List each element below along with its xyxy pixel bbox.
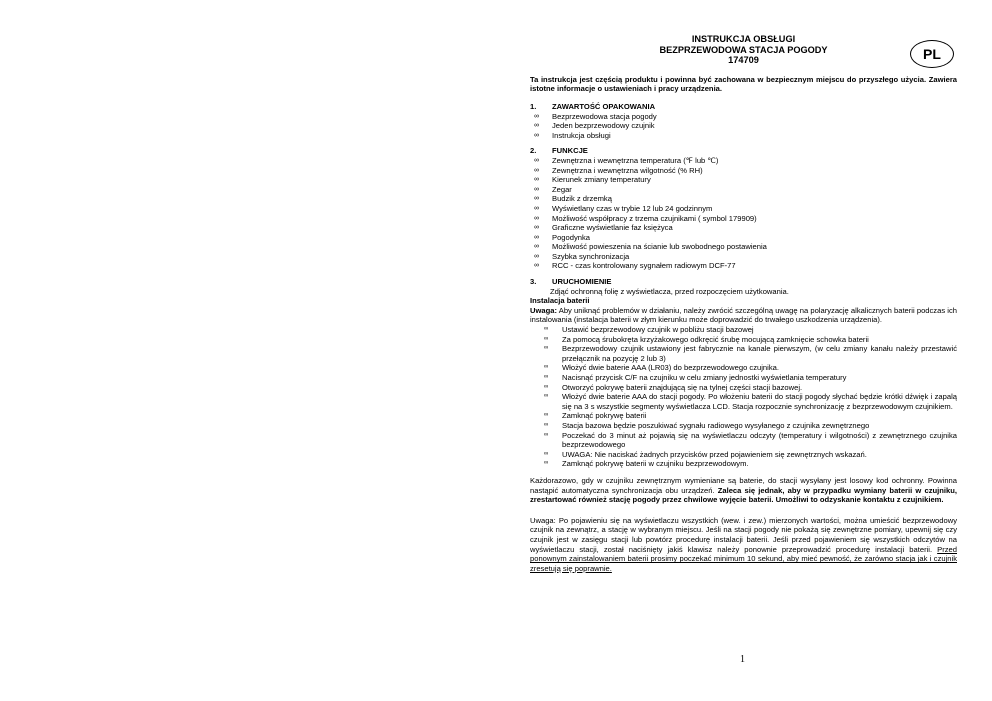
- bullet-icon: ∞: [534, 166, 539, 174]
- bullet-icon: ∞: [544, 460, 549, 467]
- section-2-heading: [530, 146, 957, 156]
- title-line-1: INSTRUKCJA OBSŁUGI: [691, 34, 796, 44]
- note-underlined-text: Przed ponownym zainstalowaniem baterii prosimy poczekać minimum 10 sekund, aby mieć pewność, że zarówno stacja jak i czujnik zresetują się poprawnie.: [530, 544, 957, 573]
- reset-text: Każdorazowo, gdy w czujniku zewnętrznym wymieniane są baterie, do stacji wysyłany jest losowy kod ochronny. Powinna nastąpić automatyczna synchronizacja obu urządzeń.: [530, 475, 957, 495]
- list-item: ∞ Zewnętrzna i wewnętrzna wilgotność (% RH): [534, 165, 703, 175]
- package-contents-list: [530, 112, 957, 141]
- language-badge: PL: [910, 40, 954, 68]
- reset-recommendation: Zaleca się jednak, aby w przypadku wymiany baterii w czujniku, zrestartować również stację pogody przez chwilowe wyjęcie baterii. Umożliwi to odzyskanie kontaktu z czujnikiem.: [530, 485, 957, 505]
- bullet-icon: ∞: [544, 374, 549, 380]
- bullet-icon: ∞: [544, 335, 549, 342]
- reset-paragraph: [530, 476, 957, 505]
- note-paragraph: [530, 516, 957, 574]
- note-text: Uwaga: Po pojawieniu się na wyświetlaczu wszystkich (wew. i zew.) mierzonych wartości, można umieścić bezprzewodowy czujnik na zewnątrz, a stację w wybranym miejscu. Jeśli na stacji pogody nie pokażą się zewnętrzne pomiary, upewnij się czy czujnik jest w zasięgu stacji lub powtórz procedurę instalacji baterii. Jeśli przed pojawieniem się wszystkich odczytów na wyświetlaczu stacji, został naciśnięty jakiś klawisz należy ponownie przeprowadzić procedurę instalacji baterii.: [530, 515, 957, 554]
- bullet-icon: ∞: [534, 195, 539, 203]
- section-2-number: 2.: [530, 146, 537, 156]
- bullet-icon: ∞: [544, 393, 549, 400]
- list-item: ∞ Włożyć dwie baterie AAA (LR03) do bezprzewodowego czujnika.: [544, 363, 779, 373]
- bullet-icon: ∞: [534, 214, 539, 222]
- bullet-icon: ∞: [544, 326, 549, 333]
- list-item: ∞ Możliwość powieszenia na ścianie lub swobodnego postawienia: [534, 242, 767, 252]
- list-item: ∞ Ustawić bezprzewodowy czujnik w pobliżu stacji bazowej: [544, 325, 754, 335]
- list-item: ∞ Bezprzewodowy czujnik ustawiony jest fabrycznie na kanale pierwszym, (w celu zmiany kanału należy przestawić przełącznik na pozycję 2 lub 3): [544, 344, 957, 363]
- bullet-icon: ∞: [534, 224, 539, 232]
- list-item: ∞ Pogodynka: [534, 232, 590, 242]
- battery-install-heading: Instalacja baterii: [530, 296, 590, 306]
- list-item: ∞ Zamknąć pokrywę baterii: [544, 411, 647, 421]
- list-item: ∞ Otworzyć pokrywę baterii znajdującą się na tylnej części stacji bazowej.: [544, 382, 803, 392]
- list-item: ∞ Poczekać do 3 minut aż pojawią się na wyświetlaczu odczyty (temperatury i wilgotności) z zewnętrznego czujnika bezprzewodowego: [544, 430, 957, 450]
- product-number: 174709: [728, 55, 759, 66]
- bullet-icon: ∞: [534, 131, 539, 139]
- list-item: ∞ Budzik z drzemką: [534, 194, 612, 204]
- bullet-icon: ∞: [544, 345, 549, 352]
- list-item: ∞ Zegar: [534, 184, 572, 194]
- setup-lead-text: Zdjąć ochronną folię z wyświetlacza, przed rozpoczęciem użytkowania.: [550, 286, 789, 296]
- bullet-icon: ∞: [534, 156, 539, 164]
- list-item: ∞ UWAGA: Nie naciskać żadnych przycisków przed pojawieniem się zewnętrznych wskazań.: [544, 449, 867, 459]
- list-item: ∞ Włożyć dwie baterie AAA do stacji pogody. Po włożeniu baterii do stacji pogody słychać będzie krótki dźwięk i zapalą się na 3 s wszystkie segmenty wyświetlacza LCD. Stacja rozpocznie synchronizację z bezprzewodowym czujnikiem.: [544, 392, 957, 411]
- section-1-heading: [530, 102, 957, 112]
- list-item: ∞ Stacja bazowa będzie poszukiwać sygnału radiowego wysyłanego z czujnika zewnętrznego: [544, 420, 870, 430]
- list-item: ∞ Jeden bezprzewodowy czujnik: [534, 121, 655, 131]
- bullet-icon: ∞: [534, 176, 539, 184]
- bullet-icon: ∞: [544, 364, 549, 371]
- list-item: ∞ Możliwość współpracy z trzema czujnikami ( symbol 179909): [534, 213, 757, 223]
- section-2-title: FUNKCJE: [552, 146, 588, 156]
- bullet-icon: ∞: [534, 185, 539, 193]
- list-item: ∞ RCC - czas kontrolowany sygnałem radiowym DCF-77: [534, 261, 736, 271]
- bullet-icon: ∞: [534, 204, 539, 212]
- list-item: ∞ Szybka synchronizacja: [534, 251, 630, 261]
- page-number: 1: [740, 654, 745, 665]
- document-title: [530, 34, 957, 66]
- features-list: [530, 156, 957, 271]
- bullet-icon: ∞: [544, 431, 549, 438]
- list-item: ∞ Kierunek zmiany temperatury: [534, 175, 651, 185]
- section-3-number: 3.: [530, 277, 537, 287]
- manual-page: [530, 34, 957, 573]
- battery-steps-list: [530, 325, 957, 469]
- warning-text: Aby uniknąć problemów w działaniu, należy zwrócić szczególną uwagę na polaryzację alkalicznych baterii podczas ich instalowania (instalacja baterii w złym kierunku może doprowadzić do trwałego uszkodzenia urządzenia).: [530, 305, 957, 325]
- section-1-title: ZAWARTOŚĆ OPAKOWANIA: [552, 101, 656, 111]
- list-item: ∞ Zamknąć pokrywę baterii w czujniku bezprzewodowym.: [544, 459, 749, 469]
- bullet-icon: ∞: [534, 262, 539, 270]
- bullet-icon: ∞: [534, 112, 539, 120]
- section-3-heading: [530, 277, 957, 287]
- section-3-title: URUCHOMIENIE: [552, 277, 612, 287]
- battery-warning: [530, 306, 957, 325]
- bullet-icon: ∞: [544, 412, 549, 419]
- bullet-icon: ∞: [534, 252, 539, 260]
- list-item: ∞ Zewnętrzna i wewnętrzna temperatura (℉ lub ℃): [534, 155, 719, 165]
- bullet-icon: ∞: [534, 122, 539, 130]
- intro-paragraph: Ta instrukcja jest częścią produktu i powinna być zachowana w bezpiecznym miejscu do przyszłego użycia. Zawiera istotne informacje o ustawieniach i pracy urządzenia.: [530, 74, 957, 94]
- list-item: ∞ Nacisnąć przycisk C/F na czujniku w celu zmiany jednostki wyświetlania temperatury: [544, 373, 847, 382]
- list-item: ∞ Graficzne wyświetlanie faz księżyca: [534, 223, 673, 233]
- bullet-icon: ∞: [534, 233, 539, 241]
- bullet-icon: ∞: [544, 450, 549, 457]
- list-item: ∞ Za pomocą śrubokręta krzyżakowego odkręcić śrubę mocującą zamknięcie schowka baterii: [544, 334, 869, 344]
- bullet-icon: ∞: [534, 243, 539, 251]
- warning-label: Uwaga:: [530, 305, 558, 315]
- bullet-icon: ∞: [544, 421, 549, 428]
- list-item: ∞ Instrukcja obsługi: [534, 130, 611, 140]
- bullet-icon: ∞: [544, 383, 549, 390]
- title-line-2: BEZPRZEWODOWA STACJA POGODY: [659, 44, 828, 55]
- section-1-number: 1.: [530, 101, 537, 111]
- list-item: ∞ Wyświetlany czas w trybie 12 lub 24 godzinnym: [534, 203, 713, 213]
- list-item: ∞ Bezprzewodowa stacja pogody: [534, 111, 657, 121]
